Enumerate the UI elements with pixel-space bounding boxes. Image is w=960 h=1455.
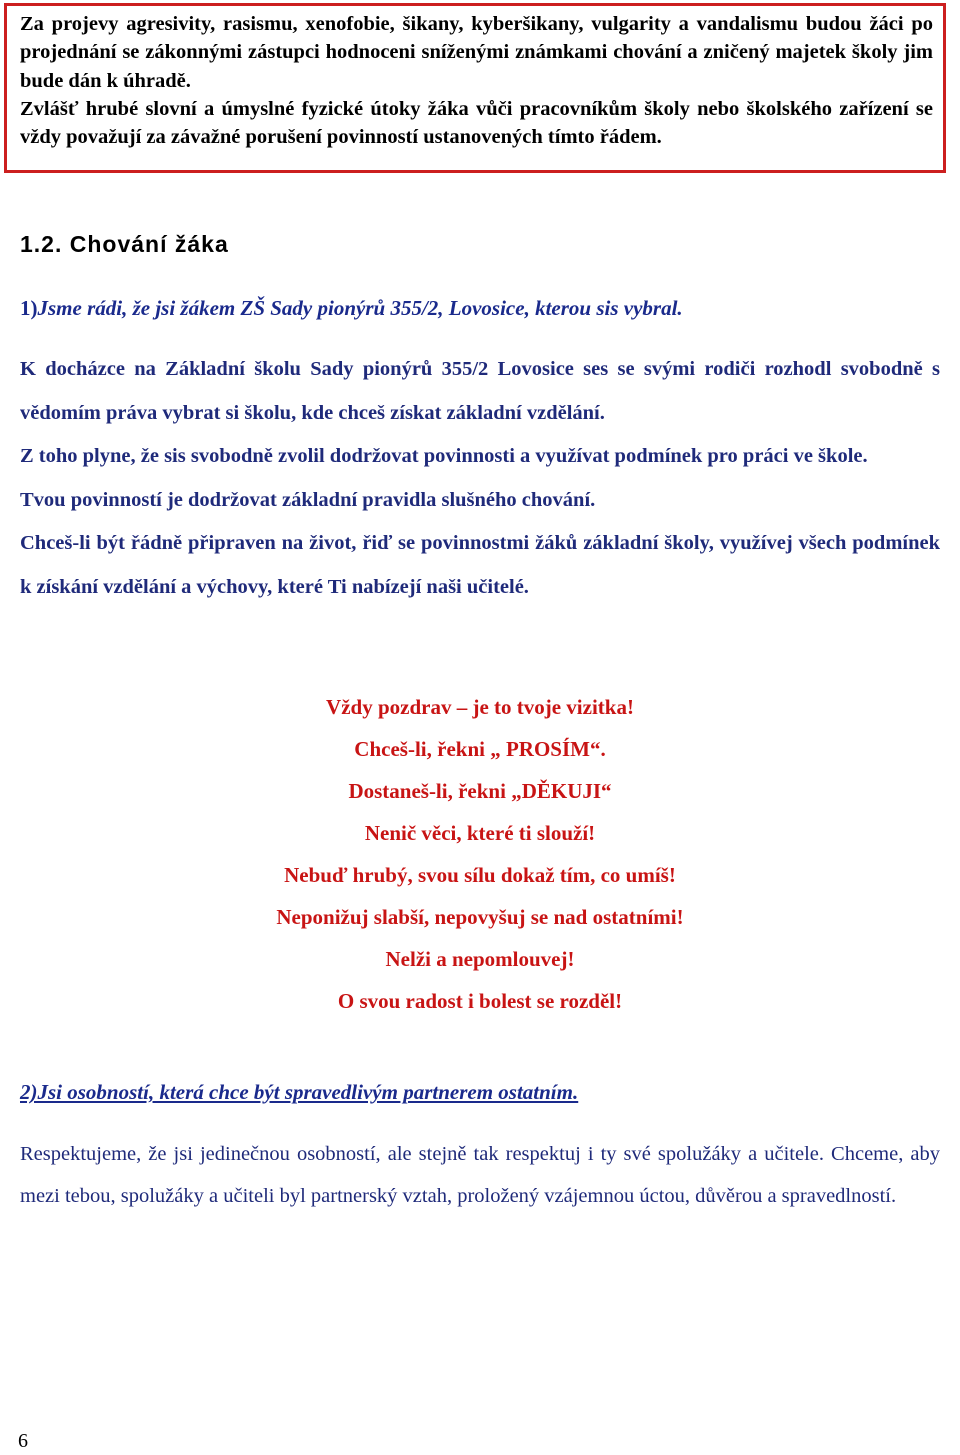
body-text-2 [20,1133,940,1217]
body-paragraph-1: K docházce na Základní školu Sady pionýrů 355/2 Lovosice ses se svými rodiči rozhodl svobodně s vědomím práva vybrat si školu, kde chceš získat základní vzdělání. [20,358,940,424]
notice-box [4,3,946,173]
rule-item: Chceš-li, řekni „ PROSÍM“. [354,737,606,761]
body-paragraph-2: Z toho plyne, že sis svobodně zvolil dodržovat povinnosti a využívat podmínek pro práci ve škole. [20,445,868,467]
subheading-2: 2)Jsi osobností, která chce být spravedlivým partnerem ostatním. [20,1080,579,1104]
notice-paragraph-2: Zvlášť hrubé slovní a úmyslné fyzické útoky žáka vůči pracovníkům školy nebo školského zařízení se vždy považují za závažné porušení povinností ustanovených tímto řádem. [20,97,933,149]
rule-item: Neponižuj slabší, nepovyšuj se nad ostatními! [276,905,684,929]
page-number: 6 [18,1430,28,1452]
rule-item: Nebuď hrubý, svou sílu dokaž tím, co umíš! [284,863,676,887]
subheading-1-text: Jsme rádi, že jsi žákem ZŠ Sady pionýrů 355/2, Lovosice, kterou sis vybral. [37,296,683,320]
section-heading: 1.2. Chování žáka [20,231,229,257]
rule-item: Nelži a nepomlouvej! [385,947,575,971]
body-paragraph-3: Tvou povinností je dodržovat základní pravidla slušného chování. [20,488,596,511]
rule-item: Nenič věci, které ti slouží! [364,821,596,845]
notice-paragraph-1: Za projevy agresivity, rasismu, xenofobie, šikany, kyberšikany, vulgarity a vandalismu budou žáci po projednání se zákonnými zástupci hodnoceni sníženými známkami chování a zničený majetek školy jim bude dán k úhradě. [20,13,933,92]
body-text-1 [20,348,940,609]
rule-item: Dostaneš-li, řekni „DĚKUJI“ [348,779,612,803]
subheading-1-number: 1) [20,296,38,320]
rules-list [0,686,960,1022]
subheading-1 [20,296,683,321]
body2-paragraph-1: Respektujeme, že jsi jedinečnou osobností, ale stejně tak respektuj i ty své spolužáky a učitele. Chceme, aby mezi tebou, spolužáky a učiteli byl partnerský vztah, proložený vzájemnou úctou, důvěrou a spravedlností. [20,1143,940,1207]
rule-item: Vždy pozdrav – je to tvoje vizitka! [326,695,634,719]
body-paragraph-4: Chceš-li být řádně připraven na život, řiď se povinnostmi žáků základní školy, využívej všech podmínek k získání vzdělání a výchovy, které Ti nabízejí naši učitelé. [20,532,940,598]
rule-item: O svou radost i bolest se rozděl! [337,989,623,1013]
